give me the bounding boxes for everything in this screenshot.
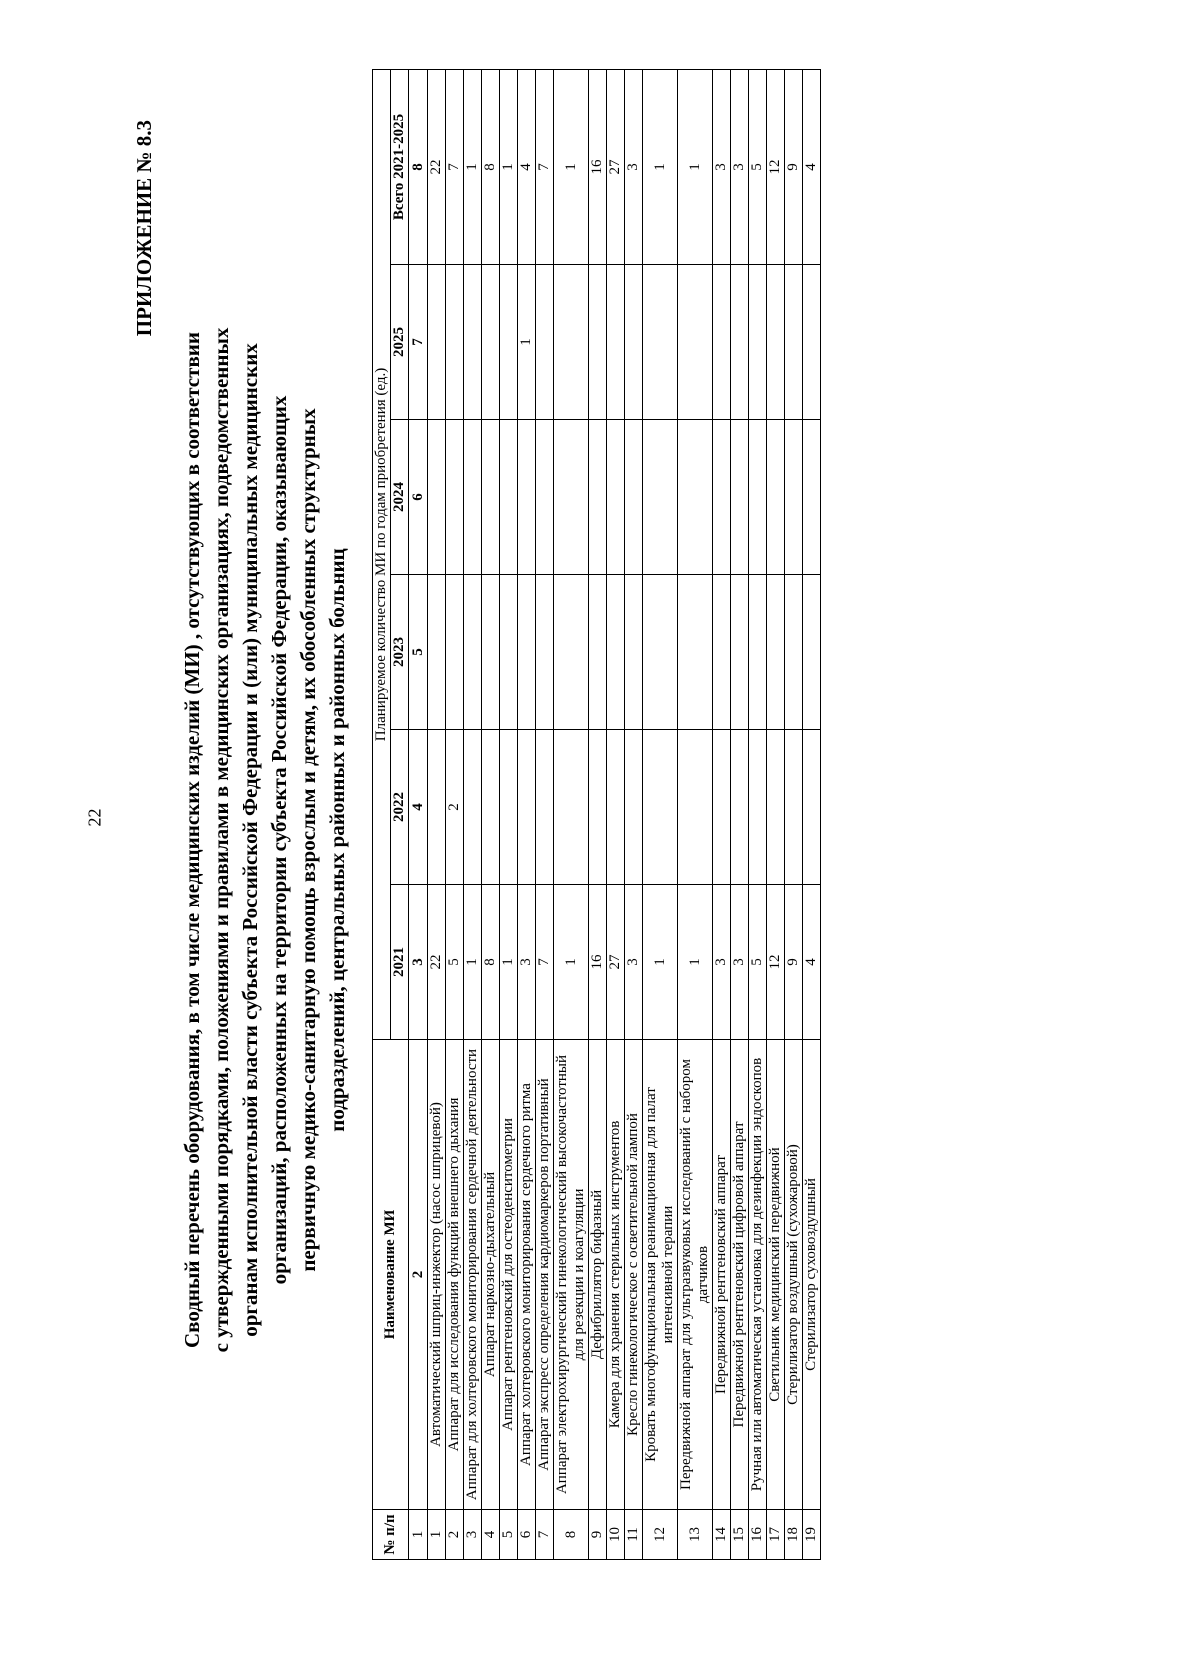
qty-2022	[713, 730, 731, 885]
qty-2022	[464, 730, 482, 885]
qty-2021: 27	[607, 885, 625, 1040]
item-name: Стерилизатор воздушный (сухожаровой)	[785, 1040, 803, 1510]
row-number: 18	[785, 1510, 803, 1560]
header-num: № п/п	[373, 1510, 409, 1560]
qty-total: 12	[767, 70, 785, 265]
title-line: Сводный перечень оборудования, в том числе медицинских изделий (МИ) , отсутствующих в соответствии	[180, 332, 204, 1348]
qty-2025	[731, 265, 749, 420]
qty-2021: 8	[482, 885, 500, 1040]
qty-2021: 1	[678, 885, 713, 1040]
table-row	[536, 70, 554, 1560]
column-number: 4	[409, 730, 428, 885]
table-row	[731, 70, 749, 1560]
qty-2021: 4	[803, 885, 821, 1040]
qty-2021: 9	[785, 885, 803, 1040]
table-row	[446, 70, 464, 1560]
qty-2022	[536, 730, 554, 885]
column-number: 6	[409, 420, 428, 575]
qty-2024	[589, 420, 607, 575]
qty-2022	[554, 730, 589, 885]
qty-2023	[643, 575, 678, 730]
qty-2024	[785, 420, 803, 575]
qty-total: 4	[518, 70, 536, 265]
qty-2025	[446, 265, 464, 420]
qty-2024	[803, 420, 821, 575]
qty-2021: 3	[625, 885, 643, 1040]
item-name: Аппарат наркозно-дыхательный	[482, 1040, 500, 1510]
qty-2023	[767, 575, 785, 730]
table-body	[409, 70, 821, 1560]
qty-2022	[607, 730, 625, 885]
table-row	[785, 70, 803, 1560]
qty-total: 3	[731, 70, 749, 265]
row-number: 13	[678, 1510, 713, 1560]
row-number: 4	[482, 1510, 500, 1560]
qty-2022	[749, 730, 767, 885]
qty-2021: 1	[500, 885, 518, 1040]
qty-2025	[607, 265, 625, 420]
qty-2025	[713, 265, 731, 420]
row-number: 9	[589, 1510, 607, 1560]
qty-2021: 3	[713, 885, 731, 1040]
qty-2024	[607, 420, 625, 575]
qty-2025	[643, 265, 678, 420]
table-row	[589, 70, 607, 1560]
item-name: Автоматический шприц-инжектор (насос шприцевой)	[428, 1040, 446, 1510]
qty-total: 1	[678, 70, 713, 265]
page-number: 22	[84, 808, 105, 827]
qty-2025	[500, 265, 518, 420]
column-number: 3	[409, 885, 428, 1040]
qty-2022	[731, 730, 749, 885]
qty-total: 22	[428, 70, 446, 265]
qty-2023	[713, 575, 731, 730]
qty-2022	[803, 730, 821, 885]
qty-total: 7	[446, 70, 464, 265]
row-number: 7	[536, 1510, 554, 1560]
row-number: 6	[518, 1510, 536, 1560]
row-number: 8	[554, 1510, 589, 1560]
title-line: органам исполнительной власти субъекта Российской Федерации и (или) муниципальных медицинских	[238, 343, 262, 1337]
qty-2022	[767, 730, 785, 885]
row-number: 5	[500, 1510, 518, 1560]
qty-2023	[500, 575, 518, 730]
column-number: 2	[409, 1040, 428, 1510]
qty-2025	[803, 265, 821, 420]
item-name: Кровать многофункциональная реанимационная для палат интенсивной терапии	[643, 1040, 678, 1510]
title-line: первичную медико-санитарную помощь взрослым и детям, их обособленных структурных	[296, 408, 320, 1272]
column-number: 7	[409, 265, 428, 420]
qty-2025	[464, 265, 482, 420]
qty-2021: 1	[643, 885, 678, 1040]
item-name: Аппарат экспресс определения кардиомаркеров портативный	[536, 1040, 554, 1510]
qty-2025	[678, 265, 713, 420]
table-row	[713, 70, 731, 1560]
table-row	[767, 70, 785, 1560]
table-row	[678, 70, 713, 1560]
qty-total: 5	[749, 70, 767, 265]
qty-2023	[589, 575, 607, 730]
header-year: 2024	[391, 420, 409, 575]
table-row	[518, 70, 536, 1560]
qty-2021: 12	[767, 885, 785, 1040]
qty-2021: 5	[446, 885, 464, 1040]
header-year: 2025	[391, 265, 409, 420]
qty-2024	[678, 420, 713, 575]
qty-2024	[500, 420, 518, 575]
appendix-label: ПРИЛОЖЕНИЕ № 8.3	[132, 120, 156, 337]
title-line: с утвержденными порядками, положениями и правилами в медицинских организациях, подведомственных	[209, 327, 233, 1353]
qty-2024	[625, 420, 643, 575]
table-row	[554, 70, 589, 1560]
qty-2025	[482, 265, 500, 420]
qty-2023	[482, 575, 500, 730]
title-line: подразделений, центральных районных и районных больниц	[325, 548, 349, 1132]
qty-total: 1	[554, 70, 589, 265]
qty-2022	[643, 730, 678, 885]
qty-2022: 2	[446, 730, 464, 885]
item-name: Аппарат рентгеновский для остеоденситометрии	[500, 1040, 518, 1510]
qty-total: 3	[625, 70, 643, 265]
qty-2023	[607, 575, 625, 730]
table-row	[482, 70, 500, 1560]
item-name: Ручная или автоматическая установка для дезинфекции эндоскопов	[749, 1040, 767, 1510]
qty-2021: 7	[536, 885, 554, 1040]
qty-2023	[464, 575, 482, 730]
qty-2024	[518, 420, 536, 575]
qty-2022	[518, 730, 536, 885]
qty-2023	[446, 575, 464, 730]
qty-2024	[643, 420, 678, 575]
table-row	[428, 70, 446, 1560]
qty-total: 1	[643, 70, 678, 265]
column-number: 1	[409, 1510, 428, 1560]
qty-2024	[536, 420, 554, 575]
qty-2025	[428, 265, 446, 420]
table-row	[464, 70, 482, 1560]
table-row	[500, 70, 518, 1560]
qty-2025	[749, 265, 767, 420]
item-name: Передвижной рентгеновский цифровой аппарат	[731, 1040, 749, 1510]
qty-2021: 3	[731, 885, 749, 1040]
qty-2024	[428, 420, 446, 575]
qty-2023	[536, 575, 554, 730]
item-name: Аппарат для исследования функций внешнего дыхания	[446, 1040, 464, 1510]
row-number: 2	[446, 1510, 464, 1560]
item-name: Аппарат электрохирургический гинекологический высокочастотный для резекции и коагуляции	[554, 1040, 589, 1510]
item-name: Передвижной аппарат для ультразвуковых исследований с набором датчиков	[678, 1040, 713, 1510]
qty-2023	[554, 575, 589, 730]
row-number: 11	[625, 1510, 643, 1560]
header-name: Наименование МИ	[373, 1040, 409, 1510]
qty-2022	[785, 730, 803, 885]
qty-total: 27	[607, 70, 625, 265]
header-year: 2022	[391, 730, 409, 885]
item-name: Аппарат для холтеровского мониторирования сердечной деятельности	[464, 1040, 482, 1510]
qty-total: 16	[589, 70, 607, 265]
qty-2024	[554, 420, 589, 575]
qty-2021: 22	[428, 885, 446, 1040]
qty-total: 4	[803, 70, 821, 265]
qty-2025	[785, 265, 803, 420]
table-header-row	[373, 70, 391, 1560]
qty-2025	[625, 265, 643, 420]
qty-2024	[446, 420, 464, 575]
column-number-row	[409, 70, 428, 1560]
qty-2021: 1	[464, 885, 482, 1040]
qty-total: 1	[464, 70, 482, 265]
qty-2023	[518, 575, 536, 730]
column-number: 5	[409, 575, 428, 730]
qty-2024	[482, 420, 500, 575]
rotated-page-content	[110, 113, 1150, 1560]
qty-2022	[589, 730, 607, 885]
qty-2023	[625, 575, 643, 730]
qty-2022	[482, 730, 500, 885]
qty-2022	[428, 730, 446, 885]
row-number: 16	[749, 1510, 767, 1560]
qty-2023	[678, 575, 713, 730]
table-row	[643, 70, 678, 1560]
table-row	[749, 70, 767, 1560]
header-year: 2021	[391, 885, 409, 1040]
row-number: 19	[803, 1510, 821, 1560]
row-number: 1	[428, 1510, 446, 1560]
qty-2023	[749, 575, 767, 730]
qty-2021: 5	[749, 885, 767, 1040]
qty-2022	[500, 730, 518, 885]
row-number: 14	[713, 1510, 731, 1560]
qty-2022	[678, 730, 713, 885]
row-number: 15	[731, 1510, 749, 1560]
header-planned: Планируемое количество МИ по годам приобретения (ед.)	[373, 70, 391, 1040]
qty-total: 7	[536, 70, 554, 265]
table-row	[607, 70, 625, 1560]
qty-2023	[428, 575, 446, 730]
row-number: 12	[643, 1510, 678, 1560]
row-number: 10	[607, 1510, 625, 1560]
qty-2025	[589, 265, 607, 420]
qty-2025	[536, 265, 554, 420]
qty-2024	[731, 420, 749, 575]
item-name: Дефибриллятор бифазный	[589, 1040, 607, 1510]
header-total: Всего 2021-2025	[391, 70, 409, 265]
qty-2024	[767, 420, 785, 575]
item-name: Камера для хранения стерильных инструментов	[607, 1040, 625, 1510]
item-name: Аппарат холтеровского мониторирования сердечного ритма	[518, 1040, 536, 1510]
qty-total: 9	[785, 70, 803, 265]
qty-2024	[749, 420, 767, 575]
table-row	[625, 70, 643, 1560]
item-name: Светильник медицинский передвижной	[767, 1040, 785, 1510]
item-name: Передвижной рентгеновский аппарат	[713, 1040, 731, 1510]
qty-2023	[731, 575, 749, 730]
qty-2022	[625, 730, 643, 885]
qty-total: 1	[500, 70, 518, 265]
header-year: 2023	[391, 575, 409, 730]
qty-2021: 1	[554, 885, 589, 1040]
document-title	[178, 120, 352, 1560]
qty-2024	[464, 420, 482, 575]
qty-total: 3	[713, 70, 731, 265]
item-name: Кресло гинекологическое с осветительной лампой	[625, 1040, 643, 1510]
qty-2024	[713, 420, 731, 575]
qty-total: 8	[482, 70, 500, 265]
table-row	[803, 70, 821, 1560]
title-line: организаций, расположенных на территории субъекта Российской Федерации, оказывающих	[267, 395, 291, 1285]
qty-2025: 1	[518, 265, 536, 420]
column-number: 8	[409, 70, 428, 265]
qty-2025	[554, 265, 589, 420]
item-name: Стерилизатор суховоздушный	[803, 1040, 821, 1510]
qty-2021: 16	[589, 885, 607, 1040]
qty-2021: 3	[518, 885, 536, 1040]
row-number: 17	[767, 1510, 785, 1560]
equipment-table	[372, 69, 821, 1560]
row-number: 3	[464, 1510, 482, 1560]
qty-2025	[767, 265, 785, 420]
qty-2023	[803, 575, 821, 730]
qty-2023	[785, 575, 803, 730]
